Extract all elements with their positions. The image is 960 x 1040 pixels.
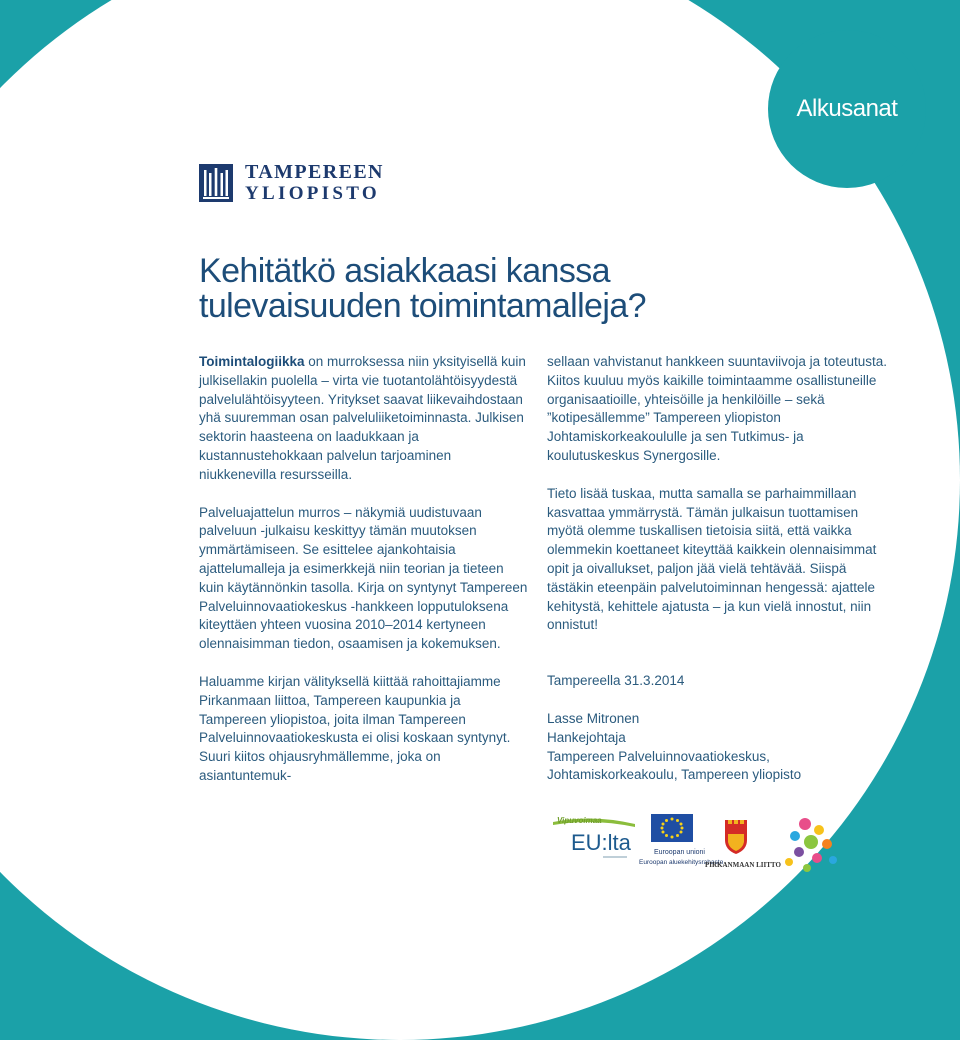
section-badge (768, 30, 926, 188)
tampere-city-logo (785, 818, 837, 872)
paragraph-1-text: on murroksessa niin yksityisellä kuin julkisellakin puolella – virta vie tuotantolähtöisyydestä palvelulähtöisyyteen. Yritykset saavat liikevaihdostaan yhä suuremman osan palveluliiketoiminnasta. Julkisen sektorin haasteena on laadukkaan ja kustannustehokkaan palvelun tarjoaminen niukkenevilla resursseilla. (199, 354, 526, 482)
title-line-1: Kehitätkö asiakkaasi kanssa (199, 252, 610, 290)
eu-logo (639, 814, 724, 866)
section-badge-label: Alkusanat (796, 95, 898, 122)
page-title (199, 254, 646, 324)
pirkanmaa-text: PIRKANMAAN LIITTO (705, 861, 781, 869)
eu-line-1: Euroopan unioni (654, 849, 705, 856)
university-wordmark (245, 162, 384, 203)
signature-role: Hankejohtaja (547, 729, 626, 745)
logo-line-2: YLIOPISTO (245, 183, 380, 204)
paragraph-3: Haluamme kirjan välityksellä kiittää rahoittajiamme Pirkanmaan liittoa, Tampereen kaupunkia ja Tampereen yliopistoa, joita ilman Tampereen Palveluinnovaatiokeskusta ei olisi koskaan syntynyt. Suuri kiitos ohjausryhmällemme, joka on asiantuntemuk- (199, 673, 511, 783)
university-emblem-icon (199, 164, 233, 202)
paragraph-5: Tieto lisää tuskaa, mutta samalla se parhaimmillaan kasvattaa ymmärrystä. Tämän julkaisun tuottamisen myötä olemme tuskallisen tietoisia siitä, että vaikka olemmekin koettaneet kiteyttää kaikkein olennaisimmat opit ja oivallukset, paljon jää vielä tehtävää. Siispä tästäkin eteenpäin palvelutoiminnan hengessä: ajattele kehitystä, kehittele ajatusta – ja kun vielä innostut, niin onnistut! (547, 485, 877, 633)
funder-logos-strip (553, 812, 843, 882)
pirkanmaa-logo (705, 820, 781, 869)
right-column (547, 353, 887, 785)
signature-name: Lasse Mitronen (547, 710, 640, 726)
vipuvoimaa-main-text: EU:lta (571, 830, 631, 855)
left-column (199, 353, 529, 786)
logo-line-1: TAMPEREEN (245, 161, 384, 183)
university-logo (199, 162, 384, 203)
signature-block (547, 710, 887, 785)
paragraph-4: sellaan vahvistanut hankkeen suuntaviivoja ja toteutusta. Kiitos kuuluu myös kaikille toimintaamme osallistuneille organisaatioille, yhteisöille ja henkilöille – sekä ”kotipesällemme” Tampereen yliopiston Johtamiskorkeakoululle ja sen Tutkimus- ja koulutuskeskus Synergosille. (547, 354, 887, 463)
eu-line-2: Euroopan aluekehitysrahasto (639, 859, 724, 866)
paragraph-1 (199, 353, 529, 485)
title-line-2: tulevaisuuden toimintamalleja? (199, 287, 646, 325)
paragraph-2: Palveluajattelun murros – näkymiä uudistuvaan palveluun -julkaisu keskittyy tämän muutoksen ymmärtämiseen. Se esittelee ajankohtaisia ajattelumalleja ja esimerkkejä niin teorian ja tieteen kuin käytännönkin tasolla. Kirja on syntynyt Tampereen Palveluinnovaatiokeskus -hankkeen lopputuloksena kiteyttäen yhteen vuosina 2010–2014 kertyneen olennaisimman tiedon, osaamisen ja kokemuksen. (199, 504, 528, 652)
funder-logos (553, 812, 843, 882)
signature-org: Tampereen Palveluinnovaatiokeskus, (547, 748, 770, 764)
signature-unit: Johtamiskorkeakoulu, Tampereen yliopisto (547, 767, 802, 783)
vipuvoimaa-top-text: Vipuvoimaa (557, 816, 602, 825)
place-date: Tampereella 31.3.2014 (547, 673, 685, 689)
vipuvoimaa-logo (553, 816, 635, 858)
paragraph-1-lead: Toimintalogiikka (199, 354, 305, 369)
